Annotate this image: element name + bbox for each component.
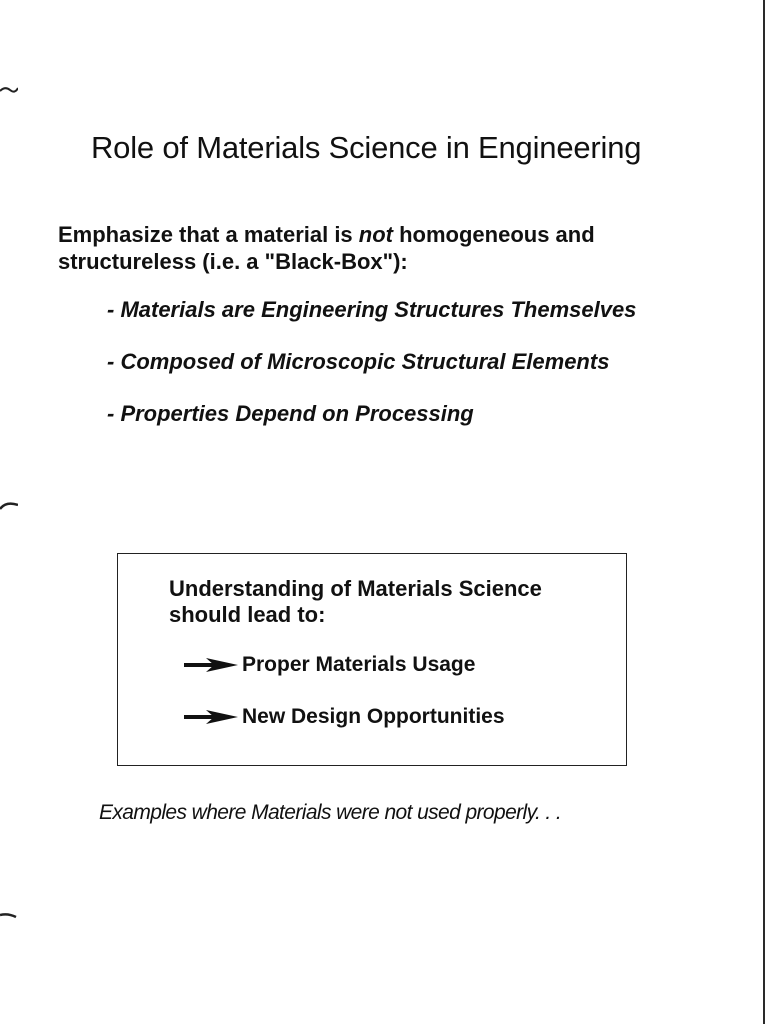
summary-box-item	[184, 650, 475, 680]
summary-box-item-label: New Design Opportunities	[242, 705, 505, 728]
binder-hole-mark-icon	[0, 910, 18, 920]
page-edge-line	[763, 0, 765, 1024]
summary-box-item-label: Proper Materials Usage	[242, 653, 476, 676]
arrow-right-icon	[184, 658, 238, 672]
intro-emphasis: not	[358, 222, 393, 247]
closing-note: Examples where Materials were not used properly. . .	[99, 801, 562, 824]
summary-box-item	[184, 702, 505, 732]
summary-box	[117, 553, 627, 766]
bullet-item: - Materials are Engineering Structures Themselves	[107, 297, 637, 322]
intro-text-start: Emphasize that a material is	[58, 222, 359, 247]
binder-hole-mark-icon	[0, 84, 18, 94]
bullet-item: - Composed of Microscopic Structural Elements	[107, 349, 610, 374]
intro-paragraph	[58, 221, 678, 275]
intro-text-end: homogeneous and structureless (i.e. a "Black-Box"):	[58, 222, 595, 274]
page-title: Role of Materials Science in Engineering	[91, 130, 642, 165]
summary-box-heading: Understanding of Materials Science should lead to:	[169, 576, 542, 627]
arrow-right-icon	[184, 710, 238, 724]
binder-hole-mark-icon	[0, 500, 18, 510]
bullet-item: - Properties Depend on Processing	[107, 401, 474, 426]
